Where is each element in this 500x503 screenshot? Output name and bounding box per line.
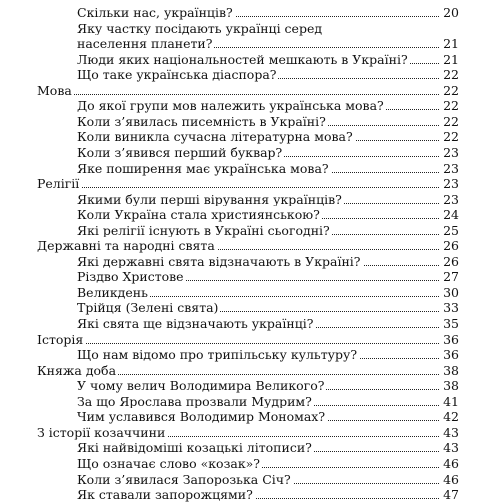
toc-entry — [77, 20, 459, 37]
toc-entry — [77, 253, 459, 270]
toc-page-number: 38 — [440, 362, 459, 379]
toc-page-number: 22 — [440, 113, 459, 130]
toc-entry — [77, 4, 459, 21]
toc-entry — [77, 268, 459, 285]
toc-page-number: 25 — [440, 222, 459, 239]
toc-page-number: 36 — [440, 331, 459, 348]
toc-entry — [77, 284, 459, 301]
toc-entry-title: Релігії — [37, 176, 80, 192]
toc-page-number: 23 — [440, 191, 459, 208]
toc-page-number: 20 — [440, 4, 459, 21]
toc-page-number: 24 — [440, 206, 459, 223]
toc-entry — [77, 35, 459, 52]
toc-entry-title: Як ставали запорожцями? — [77, 487, 253, 503]
toc-entry — [77, 393, 459, 410]
toc-entry-title: Чим уславився Володимир Мономах? — [77, 409, 326, 425]
toc-section — [37, 82, 459, 99]
toc-page-number: 23 — [440, 175, 459, 192]
toc-section — [37, 362, 459, 379]
toc-entry — [77, 191, 459, 208]
toc-page-number: 42 — [440, 408, 459, 425]
toc-entry — [77, 97, 459, 114]
toc-entry-title: Які релігії існують в Україні сьогодні? — [77, 222, 330, 238]
toc-page-number: 22 — [440, 66, 459, 83]
toc-entry-title: Що означає слово «козак»? — [77, 456, 261, 471]
toc-section — [37, 424, 459, 441]
toc-page-number: 26 — [440, 253, 459, 270]
toc-entry-title: Які державні свята відзначають в Україні? — [77, 253, 361, 269]
toc-entry-title: Княжа доба — [37, 362, 117, 378]
toc-page-number: 43 — [440, 424, 459, 441]
toc-page-number: 47 — [440, 486, 459, 503]
toc-page-number: 35 — [440, 315, 459, 332]
toc-entry-title: Мова — [37, 82, 72, 98]
toc-page-number: 23 — [440, 160, 459, 177]
toc-page-number: 46 — [440, 471, 459, 488]
toc-entry — [77, 51, 459, 68]
toc-entry — [77, 408, 459, 425]
toc-entry-title: Різдво Христове — [77, 269, 184, 285]
toc-entry-title: З історії козаччини — [37, 424, 166, 440]
toc-entry-title: Які найвідоміші козацькі літописи? — [77, 440, 312, 456]
toc-page-number: 43 — [440, 439, 459, 456]
toc-section — [37, 175, 459, 192]
toc-entry-title: До якої групи мов належить українська мова? — [77, 98, 384, 114]
toc-entry — [77, 66, 459, 83]
toc-section — [37, 331, 459, 348]
toc-entry-title: Історія — [37, 331, 84, 347]
toc-entry — [77, 315, 459, 332]
toc-page-number: 30 — [440, 284, 459, 301]
toc-entry-title: Коли з’явилася Запорозька Січ? — [77, 471, 291, 487]
toc-entry-title: У чому велич Володимира Великого? — [77, 378, 325, 394]
toc-entry — [77, 160, 459, 177]
toc-entry-title: Люди яких національностей мешкають в Україні? — [77, 51, 408, 67]
toc-entry-title: Коли з’явився перший буквар? — [77, 145, 283, 160]
toc-entry-title: Трійця (Зелені свята) — [77, 300, 219, 316]
toc-entry-title: Якими були перші вірування українців? — [77, 191, 342, 207]
toc-section — [37, 237, 459, 254]
toc-page-number: 21 — [440, 51, 459, 68]
toc-page-number: 21 — [440, 35, 459, 52]
toc-entry — [77, 486, 459, 503]
toc-entry-title: Скільки нас, українців? — [77, 5, 233, 20]
toc-entry — [77, 471, 459, 488]
toc-entry — [77, 439, 459, 456]
toc-entry-title: Які свята ще відзначають українці? — [77, 316, 314, 331]
toc-entry-title: Яке поширення має українська мова? — [77, 160, 329, 176]
toc-page-number: 33 — [440, 299, 459, 316]
toc-entry-title: Коли з’явилась писемність в Україні? — [77, 113, 326, 129]
toc-page-number: 22 — [440, 97, 459, 114]
toc-entry-title: Що таке українська діаспора? — [77, 67, 277, 83]
toc-entry — [77, 346, 459, 363]
dot-leader — [37, 343, 459, 344]
toc-entry-title: Яку частку посідають українці серед — [77, 20, 323, 36]
toc-entry — [77, 144, 459, 161]
toc-entry — [77, 222, 459, 239]
toc-page-number: 26 — [440, 237, 459, 254]
toc-entry — [77, 206, 459, 223]
toc-entry-title: Великдень — [77, 284, 148, 300]
toc-entry-title: За що Ярослава прозвали Мудрим? — [77, 393, 312, 409]
toc-entry — [77, 299, 459, 316]
toc-page-number: 46 — [440, 455, 459, 472]
toc-entry-title: Коли Україна стала християнською? — [77, 207, 320, 223]
toc-entry — [77, 455, 459, 472]
toc-entry-title: Що нам відомо про трипільську культуру? — [77, 347, 358, 363]
toc-entry-title: Коли виникла сучасна літературна мова? — [77, 129, 353, 145]
toc-entry — [77, 377, 459, 394]
toc-entry-title: Державні та народні свята — [37, 238, 215, 254]
toc-entry-title: населення планети? — [77, 36, 213, 52]
dot-leader — [37, 187, 459, 188]
toc-page-number: 38 — [440, 377, 459, 394]
toc-page-number: 27 — [440, 268, 459, 285]
dot-leader — [37, 94, 459, 95]
toc-entry — [77, 128, 459, 145]
toc-page-number: 23 — [440, 144, 459, 161]
toc-page-number: 36 — [440, 346, 459, 363]
toc-page-number: 41 — [440, 393, 459, 410]
toc-entry — [77, 113, 459, 130]
toc-page-number: 22 — [440, 82, 459, 99]
toc-page-number: 22 — [440, 128, 459, 145]
